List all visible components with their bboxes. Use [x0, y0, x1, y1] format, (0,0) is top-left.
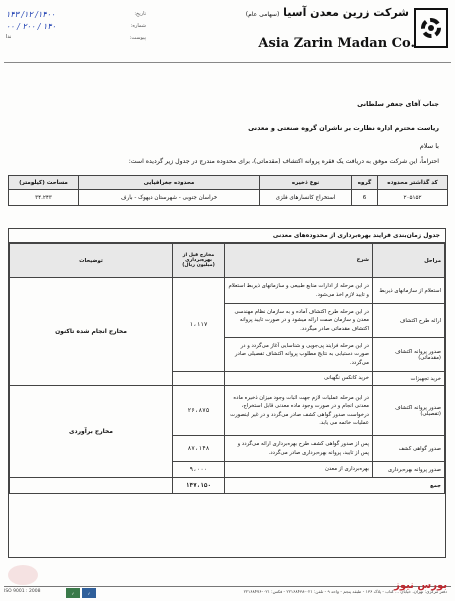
- cost-cell: ۸۷،۱۴۸: [173, 436, 225, 462]
- company-name-en: Asia Zarin Madan Co.: [258, 36, 415, 51]
- desc-cell: در این مرحله از ادارات منابع طبیعی و سازمانهای ذیربط استعلام و تایید لازم اخذ می‌شود.: [225, 278, 373, 304]
- side-label: ندا: [6, 34, 12, 40]
- col-group: گروه: [352, 176, 378, 190]
- footer-address: دفتر مرکزی: تهران، خیابان ... کتاب - پلاک ۱۳۶ - طبقه پنجم - واحد ۹ - تلفن: ۰۲۱-۲۲۱۶۸۴۳۸ - فکس: ۰۲۱-۲۲۱۶۸۴۷۶: [243, 589, 447, 594]
- col-geo-area: محدوده جغرافیایی: [79, 176, 260, 190]
- col-area-code: کد گذاشتر محدوده: [378, 176, 448, 190]
- desc-cell: در این مرحله عملیات لازم جهت اثبات وجود میزان ذخیره ماده معدنی انجام و در صورت وجود ماده معدنی قابل استخراج، درخواست صدور گواهی کشف صادر می‌گردد و در غیر اینصورت عملیات خاتمه می یابد.: [225, 386, 373, 436]
- stage-cell: صدور پروانه اکتشاف (تفصیلی): [373, 386, 445, 436]
- cert-badge-icon: ✓: [66, 588, 80, 598]
- desc-cell: بهره‌برداری از معدن: [225, 462, 373, 478]
- number-value: ۱۴۰ / ۲۰۰ / ۰۰: [6, 21, 56, 31]
- desc-cell: خرید کانکس نگهبانی: [225, 372, 373, 386]
- cell-group: 6: [352, 190, 378, 206]
- company-logo-icon: [414, 8, 448, 48]
- cost-cell: [173, 372, 225, 386]
- addressee: جناب آقای جعفر سلطانی: [357, 100, 439, 108]
- schedule-table-header: [10, 244, 445, 278]
- date-label: تاریخ:: [134, 11, 146, 17]
- stage-cell: صدور گواهی کشف: [373, 436, 445, 462]
- header-divider: [4, 62, 451, 63]
- stage-cell: صدور پروانه اکتشاف (مقدماتی): [373, 338, 445, 372]
- stage-cell: صدور پروانه بهره‌برداری: [373, 462, 445, 478]
- total-value: ۱۴۷،۱۵۰: [173, 478, 225, 494]
- license-table: [8, 175, 448, 206]
- schedule-table-wrapper: [8, 228, 446, 558]
- desc-cell: در این مرحله طرح اکتشاف آماده و به سازمان نظام مهندسی معدن و سازمان صمت ارائه میشود و در صورت تایید پروانه اکتشاف مقدماتی صادر میگردد.: [225, 304, 373, 338]
- total-label: جمع: [225, 478, 445, 494]
- stage-cell: ارائه طرح اکتشاف: [373, 304, 445, 338]
- desc-cell: پس از صدور گواهی کشف طرح بهره‌برداری ارائه می‌گردد و پس از تایید، پروانه بهره‌برداری صادر می‌گردد.: [225, 436, 373, 462]
- total-row: [10, 478, 445, 494]
- desc-cell: در این مرحله فرایند پی‌جویی و شناسایی آغاز می‌گردد و در صورت دستیابی به نتایج مطلوب پروانه اکتشاف تفصیلی صادر می‌گردد.: [225, 338, 373, 372]
- letter-body: احتراماً، این شرکت موفق به دریافت یک فقره پروانه اکتشاف (مقدماتی)، برای محدوده مندرج در جدول زیر گردیده است:: [128, 158, 439, 165]
- col-note: توضیحات: [10, 244, 173, 278]
- number-row: [6, 20, 146, 32]
- footer-divider: [4, 586, 451, 587]
- number-label: شماره:: [130, 23, 146, 29]
- attachment-label: پیوست:: [129, 35, 146, 41]
- stage-cell: استعلام از سازمانهای ذیربط: [373, 278, 445, 304]
- col-cost: مخارج قبل از بهره‌برداری (میلیون ریال): [173, 244, 225, 278]
- watermark-logo: بورس نیوز: [394, 580, 447, 591]
- cost-cell-explore: ۱،۱۱۷: [173, 278, 225, 372]
- cell-geo-area: خراسان جنوبی - شهرستان دیهوک - بارف: [79, 190, 260, 206]
- company-name-fa-text: شرکت زرین معدن آسیا: [283, 6, 409, 19]
- stage-cell: خرید تجهیزات: [373, 372, 445, 386]
- cell-area-km: ۳۴.۲۴۳: [9, 190, 79, 206]
- schedule-table-title: جدول زمان‌بندی فرایند بهره‌برداری از محدوده‌های معدنی: [9, 229, 445, 243]
- table-row: [10, 386, 445, 436]
- cost-cell: ۲۶،۸۷۵: [173, 386, 225, 436]
- schedule-table: [9, 243, 445, 494]
- total-note-cell: [10, 478, 173, 494]
- company-name-fa: [246, 6, 409, 19]
- cell-reserve-type: استخراج کانسارهای فلزی: [260, 190, 352, 206]
- date-value: ۱۴۰۰/ ۱۲/ ۱۴۳: [6, 9, 56, 19]
- license-table-row: [9, 190, 448, 206]
- company-type-note: (سهامی عام): [245, 11, 280, 18]
- cell-area-code: ۲۰۵۱۵۲: [378, 190, 448, 206]
- attachment-row: [6, 32, 146, 44]
- iso-cert-label: ISO 9001 : 2008: [4, 589, 41, 594]
- cost-cell: ۹،۰۰۰: [173, 462, 225, 478]
- license-table-header: [9, 176, 448, 190]
- col-desc: شرح: [225, 244, 373, 278]
- addressee-title: ریاست محترم اداره نظارت بر ناشران گروه صنعتی و معدنی: [248, 124, 439, 132]
- col-reserve-type: نوع ذخیره: [260, 176, 352, 190]
- col-area-km: مساحت (کیلومتر): [9, 176, 79, 190]
- faded-seal: [8, 565, 38, 585]
- table-row: [10, 278, 445, 304]
- note-explore: مخارج انجام شده تاکنون: [10, 278, 173, 386]
- letter-meta: [6, 8, 146, 44]
- col-stage: مراحل: [373, 244, 445, 278]
- greeting: با سلام: [419, 142, 439, 150]
- note-exploit: مخارج برآوردی: [10, 386, 173, 478]
- cert-badge-icon: ✓: [82, 588, 96, 598]
- date-row: [6, 8, 146, 20]
